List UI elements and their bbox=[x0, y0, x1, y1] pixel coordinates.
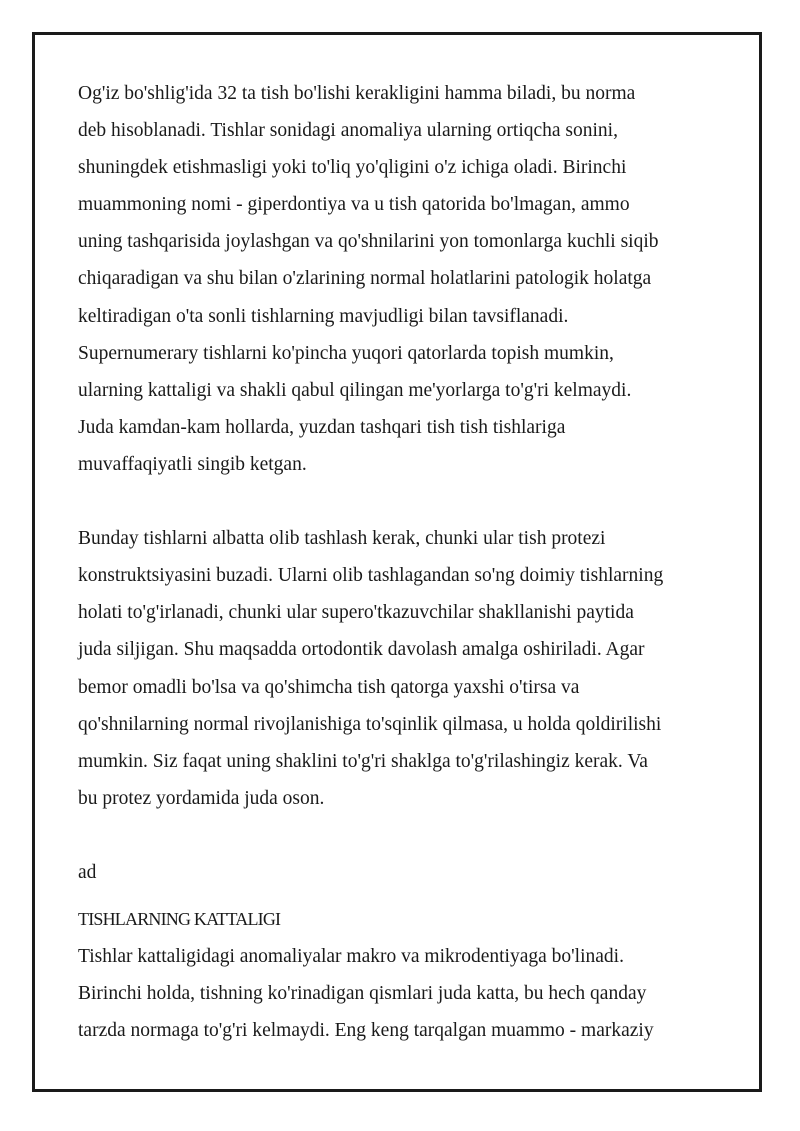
text-line: shuningdek etishmasligi yoki to'liq yo'qligini o'z ichiga oladi. Birinchi bbox=[78, 157, 627, 179]
text-line: konstruktsiyasini buzadi. Ularni olib tashlagandan so'ng doimiy tishlarning bbox=[78, 565, 664, 587]
paragraph-gap bbox=[78, 817, 738, 854]
text-line: muvaffaqiyatli singib ketgan. bbox=[78, 453, 307, 475]
text-line: Supernumerary tishlarni ko'pincha yuqori qatorlarda topish mumkin, bbox=[78, 342, 614, 364]
document-body bbox=[78, 75, 738, 1049]
text-line: juda siljigan. Shu maqsadda ortodontik davolash amalga oshiriladi. Agar bbox=[78, 639, 645, 661]
paragraph-2 bbox=[78, 520, 738, 817]
text-line: chiqaradigan va shu bilan o'zlarining normal holatlarini patologik holatga bbox=[78, 268, 652, 290]
text-line: uning tashqarisida joylashgan va qo'shnilarini yon tomonlarga kuchli siqib bbox=[78, 231, 659, 253]
text-line: Juda kamdan-kam hollarda, yuzdan tashqari tish tish tishlariga bbox=[78, 416, 566, 438]
text-line: tarzda normaga to'g'ri kelmaydi. Eng keng tarqalgan muammo - markaziy bbox=[78, 1020, 654, 1042]
text-line: bemor omadli bo'lsa va qo'shimcha tish qatorga yaxshi o'tirsa va bbox=[78, 676, 580, 698]
text-line: muammoning nomi - giperdontiya va u tish qatorida bo'lmagan, ammo bbox=[78, 194, 630, 216]
paragraph-gap bbox=[78, 483, 738, 520]
text-line: Birinchi holda, tishning ko'rinadigan qismlari juda katta, bu hech qanday bbox=[78, 983, 647, 1005]
text-line: Og'iz bo'shlig'ida 32 ta tish bo'lishi kerakligini hamma biladi, bu norma bbox=[78, 83, 636, 104]
ad-label: ad bbox=[78, 861, 97, 883]
text-line: deb hisoblanadi. Tishlar sonidagi anomaliya ularning ortiqcha sonini, bbox=[78, 120, 618, 142]
text-line: Tishlar kattaligidagi anomaliyalar makro va mikrodentiyaga bo'linadi. bbox=[78, 946, 624, 968]
page-frame bbox=[32, 32, 762, 1092]
section-heading: TISHLARNING KATTALIGI bbox=[78, 909, 281, 930]
text-line: qo'shnilarning normal rivojlanishiga to'sqinlik qilmasa, u holda qoldirilishi bbox=[78, 713, 662, 735]
text-line: bu protez yordamida juda oson. bbox=[78, 787, 325, 809]
text-line: Bunday tishlarni albatta olib tashlash kerak, chunki ular tish protezi bbox=[78, 528, 606, 550]
paragraph-gap bbox=[78, 891, 738, 901]
text-line: mumkin. Siz faqat uning shaklini to'g'ri shaklga to'g'rilashingiz kerak. Va bbox=[78, 750, 648, 772]
paragraph-3 bbox=[78, 938, 738, 1049]
text-line: keltiradigan o'ta sonli tishlarning mavjudligi bilan tavsiflanadi. bbox=[78, 305, 569, 327]
paragraph-1 bbox=[78, 75, 738, 483]
text-line: ularning kattaligi va shakli qabul qilingan me'yorlarga to'g'ri kelmaydi. bbox=[78, 379, 632, 401]
text-line: holati to'g'irlanadi, chunki ular supero'tkazuvchilar shakllanishi paytida bbox=[78, 602, 634, 624]
